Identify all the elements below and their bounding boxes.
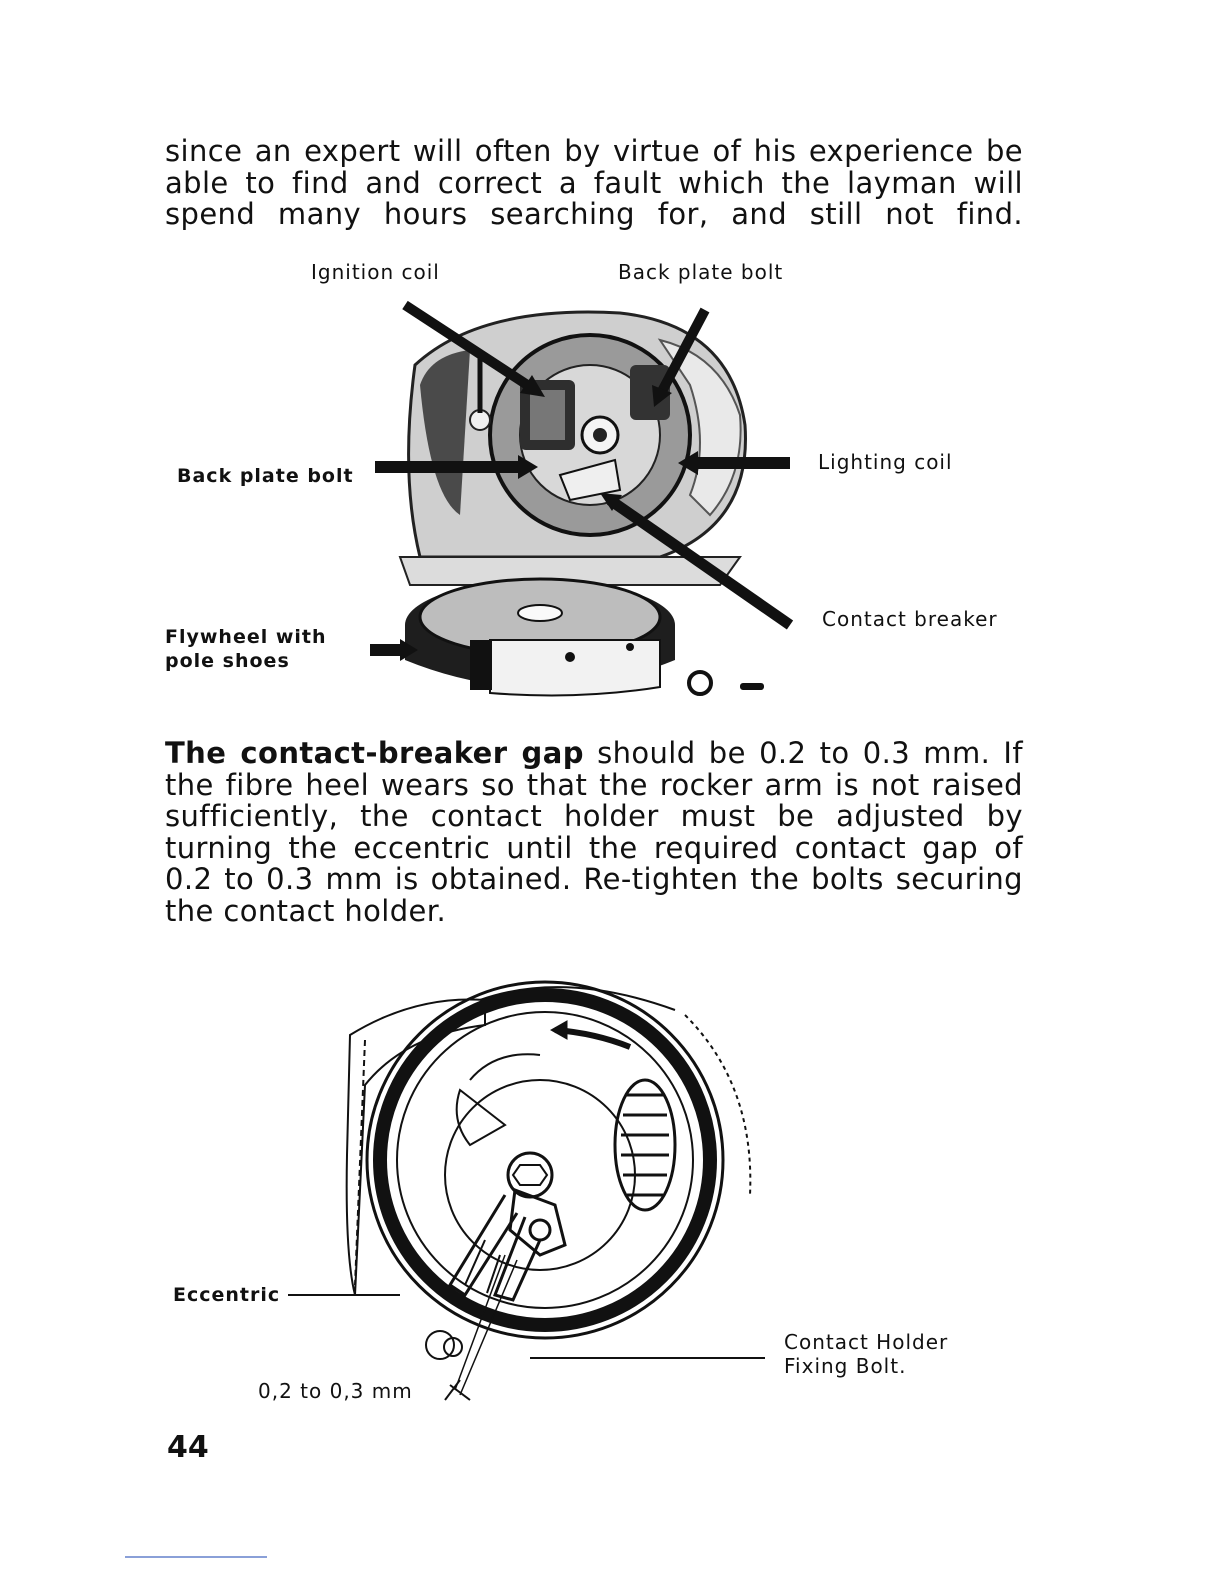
page-number: 44: [167, 1430, 209, 1465]
intro-paragraph: since an expert will often by virtue of his experience be able to find and correct a fault which the layman will spend many hours searching for, and still not find.: [165, 134, 1023, 231]
label-gap: 0,2 to 0,3 mm: [258, 1379, 413, 1403]
label-flywheel-line1: Flywheel with: [165, 626, 327, 648]
label-flywheel-line2: pole shoes: [165, 650, 290, 672]
gap-paragraph: [165, 738, 1023, 927]
label-lighting-coil: Lighting coil: [818, 450, 953, 474]
gap-paragraph-body: should be 0.2 to 0.3 mm. If the fibre heel wears so that the rocker arm is not raised sufficiently, the contact holder must be adjusted by turning the eccentric until the required contact gap of 0.2 to 0.3 mm is obtained. Re-tighten the bolts securing the contact holder.: [165, 736, 1023, 928]
label-ignition-coil: Ignition coil: [311, 260, 440, 284]
label-back-plate-bolt-top: Back plate bolt: [618, 260, 784, 284]
label-eccentric: Eccentric: [173, 1284, 281, 1306]
contact-breaker-drawing: [255, 955, 795, 1415]
label-back-plate-bolt-left: Back plate bolt: [177, 465, 354, 487]
label-contact-holder-line2: Fixing Bolt.: [784, 1354, 907, 1378]
magneto-photo-figure: [360, 295, 800, 715]
label-contact-holder-line1: Contact Holder: [784, 1330, 949, 1354]
gap-paragraph-lead: The contact-breaker gap: [165, 736, 584, 770]
label-contact-breaker: Contact breaker: [822, 607, 998, 631]
footer-rule: [125, 1556, 267, 1558]
